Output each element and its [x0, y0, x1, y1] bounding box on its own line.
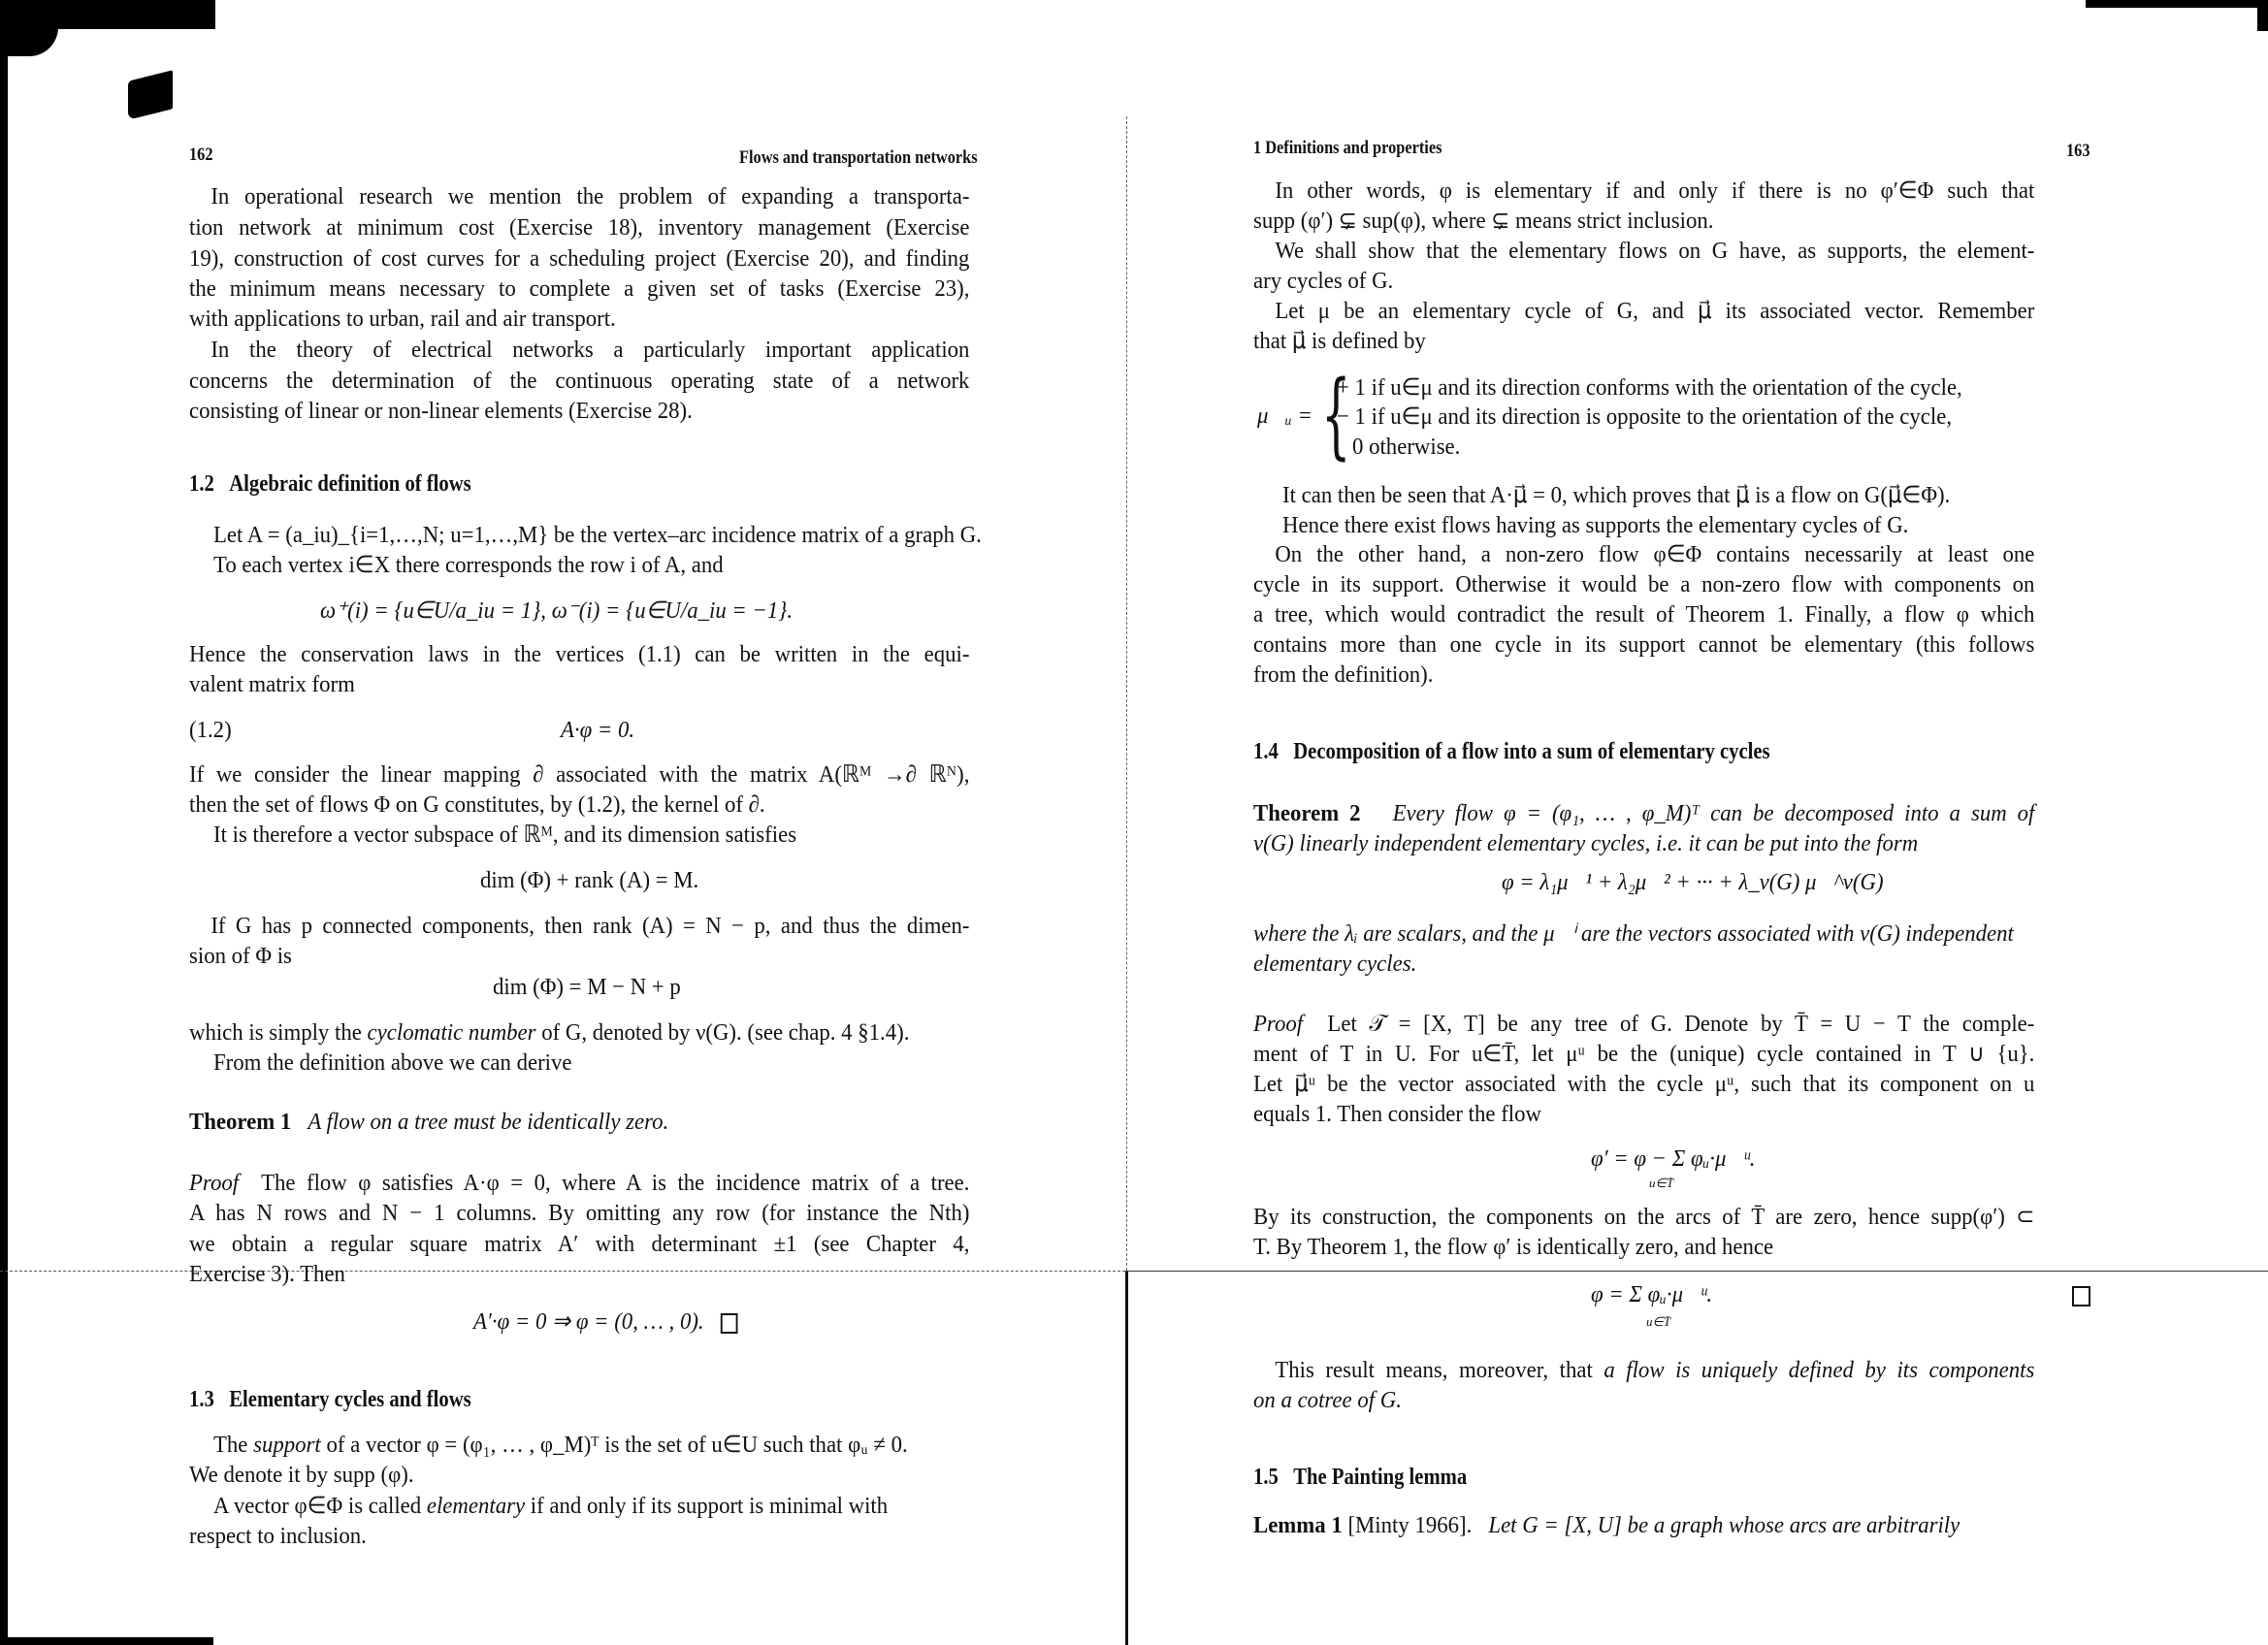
- scan-border-top-left: [0, 0, 215, 29]
- body-line: a tree, which would contradict the result of Theorem 1. Finally, a flow φ which: [1253, 601, 2035, 628]
- qed-icon: [2072, 1286, 2090, 1306]
- section-title: Elementary cycles and flows: [229, 1387, 471, 1412]
- scan-border-left: [0, 0, 8, 1645]
- equation-omega: ω⁺(i) = {u∈U/a_iu = 1}, ω⁻(i) = {u∈U/a_iu = −1}.: [320, 597, 794, 624]
- proof-line: we obtain a regular square matrix A′ with determinant ±1 (see Chapter 4,: [189, 1231, 970, 1257]
- body-line: To each vertex i∈X there corresponds the row i of A, and: [213, 552, 724, 578]
- term-support: support: [253, 1432, 321, 1458]
- term-elementary: elementary: [426, 1493, 526, 1519]
- cases-lhs: μ⃗ᵤ =: [1257, 403, 1312, 429]
- body-line: then the set of flows Φ on G constitutes, by (1.2), the kernel of ∂.: [189, 791, 765, 818]
- equation-dim-rank: dim (Φ) + rank (A) = M.: [480, 867, 699, 893]
- theorem-2-line: elementary cycles.: [1253, 951, 1417, 977]
- cases-brace: {: [1321, 361, 1351, 469]
- theorem-2-line: ν(G) linearly independent elementary cycles, i.e. it can be put into the form: [1253, 830, 1919, 856]
- text: This result means, moreover, that: [1275, 1357, 1604, 1383]
- body-line: cycle in its support. Otherwise it would be a non-zero flow with components on: [1253, 571, 2035, 597]
- qed-icon: [721, 1313, 738, 1334]
- text: which is simply the: [189, 1019, 368, 1046]
- text: if and only if its support is minimal with: [525, 1493, 889, 1519]
- body-line: contains more than one cycle in its support cannot be elementary (this follows: [1253, 631, 2035, 658]
- text: The flow φ satisfies A·φ = 0, where A is the incidence matrix of a tree.: [261, 1170, 970, 1196]
- section-heading-1-3: [189, 1385, 471, 1414]
- theorem-label: Theorem 1: [189, 1109, 292, 1135]
- term-cyclomatic-number: cyclomatic number: [367, 1019, 536, 1046]
- body-line: from the definition).: [1253, 661, 1434, 688]
- equation-proof-1: [473, 1307, 737, 1337]
- section-number: 1.3: [189, 1387, 214, 1412]
- proof-line: Exercise 3). Then: [189, 1261, 345, 1287]
- scan-border-right-corner: [2257, 0, 2268, 31]
- theorem-2-line: [1253, 799, 2034, 828]
- body-line: sion of Φ is: [189, 943, 292, 969]
- gutter-line: [1125, 1271, 1128, 1645]
- case-line: 0 otherwise.: [1352, 434, 1461, 460]
- proof-label: Proof: [189, 1170, 240, 1196]
- body-line: valent matrix form: [189, 671, 355, 697]
- equation: A′·φ = 0 ⇒ φ = (0, … , 0).: [473, 1308, 704, 1335]
- remark-line: [1253, 1356, 2034, 1385]
- body-line: Hence there exist flows having as supports the elementary cycles of G.: [1282, 512, 1909, 538]
- section-title: Algebraic definition of flows: [229, 471, 471, 497]
- body-line: Let μ be an elementary cycle of G, and μ⃗ its associated vector. Remember: [1275, 298, 2035, 324]
- body-line: Hence the conservation laws in the vertices (1.1) can be written in the equi-: [189, 641, 970, 667]
- body-line: [213, 1431, 908, 1460]
- intro-line: the minimum means necessary to complete a given set of tasks (Exercise 23),: [189, 275, 970, 302]
- theorem-label: Theorem 2: [1253, 800, 1361, 826]
- proof-line: A has N rows and N − 1 columns. By omitting any row (for instance the Nth): [189, 1200, 970, 1226]
- scan-blot: [128, 70, 173, 119]
- theorem-statement: A flow on a tree must be identically zero.: [308, 1109, 669, 1135]
- text: of G, denoted by ν(G). (see chap. 4 §1.4).: [535, 1019, 910, 1046]
- proof-line: [189, 1169, 969, 1198]
- body-line: It is therefore a vector subspace of ℝᴹ, and its dimension satisfies: [213, 822, 797, 848]
- equation-decomposition: φ = λ₁μ⃗¹ + λ₂μ⃗² + ··· + λ_ν(G) μ⃗^ν(G): [1502, 869, 1884, 895]
- body-line: It can then be seen that A·μ⃗ = 0, which proves that μ⃗ is a flow on G(μ⃗∈Φ).: [1282, 482, 1951, 508]
- body-line: [189, 1018, 909, 1048]
- lemma-statement: Let G = [X, U] be a graph whose arcs are arbitrarily: [1488, 1512, 1960, 1538]
- theorem-1: [189, 1108, 668, 1137]
- section-heading-1-5: [1253, 1463, 1467, 1492]
- case-line: − 1 if u∈μ and its direction is opposite to the orientation of the cycle,: [1337, 403, 1953, 430]
- body-line: If we consider the linear mapping ∂ associated with the matrix A(ℝᴹ →∂ ℝᴺ),: [189, 761, 970, 788]
- text: of a vector φ = (φ₁, … , φ_M)ᵀ is the set of u∈U such that φᵤ ≠ 0.: [320, 1432, 908, 1458]
- section-title: The Painting lemma: [1293, 1465, 1468, 1490]
- equation-sub: u∈T̄: [1649, 1176, 1674, 1190]
- intro-line: with applications to urban, rail and air transport.: [189, 306, 616, 332]
- section-number: 1.4: [1253, 739, 1279, 764]
- section-heading-1-2: [189, 469, 471, 499]
- equation-label: (1.2): [189, 717, 232, 743]
- intro-line: consisting of linear or non-linear elements (Exercise 28).: [189, 398, 693, 424]
- intro-line: In the theory of electrical networks a particularly important application: [211, 337, 970, 363]
- proof-line: [1253, 1010, 2034, 1039]
- equation-phi-prime: φ′ = φ − Σ φᵤ·μ⃗ᵘ.: [1591, 1145, 1756, 1172]
- scan-line-right: [1125, 1271, 2268, 1272]
- body-line: ary cycles of G.: [1253, 268, 1394, 294]
- body-line: On the other hand, a non-zero flow φ∈Φ contains necessarily at least one: [1275, 541, 2035, 567]
- equation-sub: u∈T̄: [1646, 1314, 1671, 1329]
- proof-line: equals 1. Then consider the flow: [1253, 1101, 1541, 1127]
- text: Let 𝒯 = [X, T] be any tree of G. Denote by T̄ = U − T the comple-: [1327, 1011, 2035, 1037]
- section-title: Decomposition of a flow into a sum of elementary cycles: [1293, 739, 1770, 764]
- proof-line: Let μ⃗ᵘ be the vector associated with the cycle μᵘ, such that its component on u: [1253, 1071, 2035, 1097]
- intro-line: In operational research we mention the problem of expanding a transporta-: [211, 183, 970, 210]
- proof-line: ment of T in U. For u∈T̄, let μᵘ be the (unique) cycle contained in T ∪ {u}.: [1253, 1041, 2035, 1067]
- running-head-left: Flows and transportation networks: [739, 147, 978, 168]
- body-line: We shall show that the elementary flows on G have, as supports, the element-: [1275, 238, 2035, 264]
- body-line: If G has p connected components, then rank (A) = N − p, and thus the dimen-: [211, 913, 970, 939]
- body-line: In other words, φ is elementary if and only if there is no φ′∈Φ such that: [1275, 177, 2035, 204]
- lemma-label: Lemma 1: [1253, 1512, 1343, 1538]
- text: A vector φ∈Φ is called: [213, 1493, 427, 1519]
- section-number: 1.5: [1253, 1465, 1279, 1490]
- intro-line: 19), construction of cost curves for a scheduling project (Exercise 20), and finding: [189, 245, 970, 272]
- body-line: From the definition above we can derive: [213, 1049, 572, 1076]
- section-heading-1-4: [1253, 737, 1770, 766]
- case-line: + 1 if u∈μ and its direction conforms with the orientation of the cycle,: [1337, 374, 1962, 401]
- theorem-statement: Every flow φ = (φ₁, … , φ_M)ᵀ can be decomposed into a sum of: [1392, 800, 2035, 826]
- page-number-right: 163: [2066, 141, 2090, 161]
- page-number-left: 162: [189, 145, 213, 165]
- remark-line: on a cotree of G.: [1253, 1387, 1402, 1413]
- scan-border-top-right: [2086, 0, 2268, 8]
- body-line: that μ⃗ is defined by: [1253, 328, 1426, 354]
- lemma-ref: [Minty 1966].: [1347, 1512, 1473, 1538]
- theorem-2-line: where the λᵢ are scalars, and the μ⃗ⁱ are the vectors associated with ν(G) independent: [1253, 920, 2014, 947]
- body-line: Let A = (a_iu)_{i=1,…,N; u=1,…,M} be the vertex–arc incidence matrix of a graph G.: [213, 522, 982, 548]
- intro-line: tion network at minimum cost (Exercise 18), inventory management (Exercise: [189, 214, 970, 241]
- equation-phi-sum: φ = Σ φᵤ·μ⃗ᵘ.: [1591, 1281, 1713, 1307]
- body-line: respect to inclusion.: [189, 1523, 367, 1549]
- scan-line-left: [0, 1271, 1125, 1272]
- running-head-right: 1 Definitions and properties: [1253, 138, 1442, 158]
- gutter-line-dotted: [1126, 116, 1127, 1271]
- equation-1-2: A·φ = 0.: [561, 717, 635, 743]
- section-number: 1.2: [189, 471, 214, 497]
- scan-border-bottom: [0, 1637, 213, 1645]
- text: The: [213, 1432, 254, 1458]
- proof-line: T. By Theorem 1, the flow φ′ is identically zero, and hence: [1253, 1234, 1774, 1260]
- lemma-1: [1253, 1511, 1960, 1540]
- proof-line: By its construction, the components on the arcs of T̄ are zero, hence supp(φ′) ⊂: [1253, 1204, 2035, 1230]
- body-line: We denote it by supp (φ).: [189, 1462, 414, 1488]
- remark-italic: a flow is uniquely defined by its components: [1604, 1357, 2035, 1383]
- proof-label: Proof: [1253, 1011, 1304, 1037]
- equation-dim: dim (Φ) = M − N + p: [493, 974, 681, 1000]
- body-line: [213, 1492, 888, 1521]
- body-line: supp (φ′) ⊊ sup(φ), where ⊊ means strict inclusion.: [1253, 208, 1714, 234]
- scan-border-corner: [0, 27, 58, 56]
- intro-line: concerns the determination of the continuous operating state of a network: [189, 368, 970, 394]
